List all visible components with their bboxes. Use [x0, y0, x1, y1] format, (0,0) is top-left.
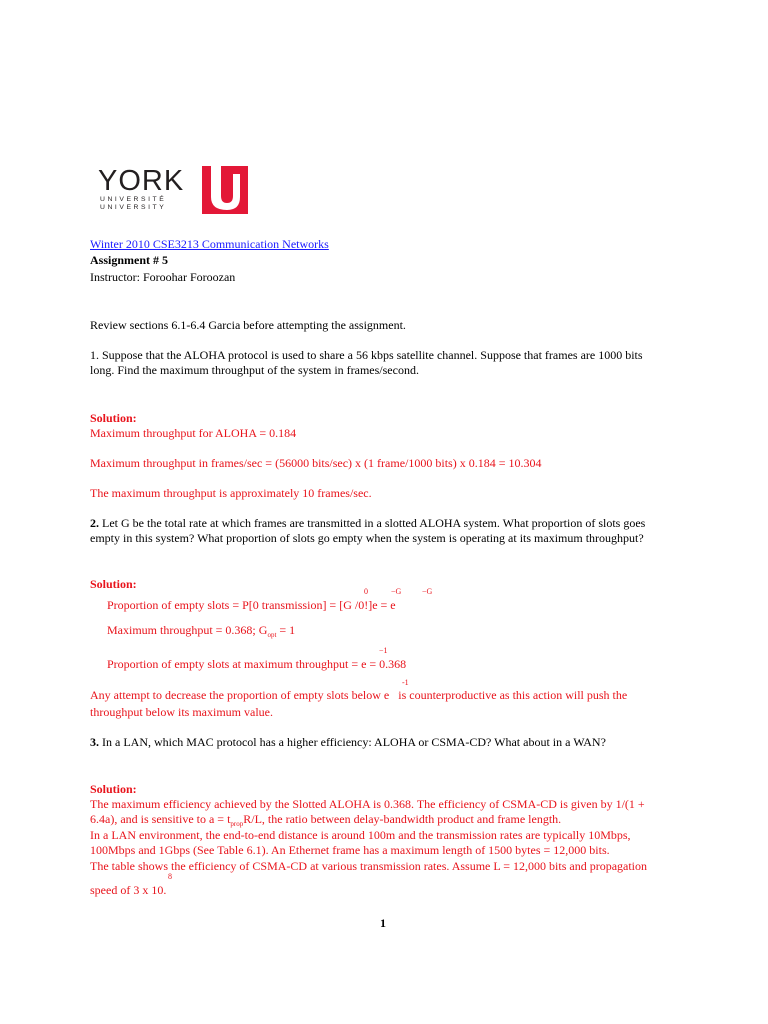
s3-line-6-text: speed of 3 x 10	[90, 883, 164, 897]
solution-3-line-1: The maximum efficiency achieved by the Slotted ALOHA is 0.368. The efficiency of CSMA-CD is given by 1/(1 +	[90, 797, 645, 811]
solution-2-paragraph-line-1	[90, 686, 627, 704]
instructor-line: Instructor: Foroohar Foroozan	[90, 270, 236, 284]
intro-text: Review sections 6.1-6.4 Garcia before attempting the assignment.	[90, 318, 406, 332]
question-2-text: Let G be the total rate at which frames are transmitted in a slotted ALOHA system. What proportion of slots goes	[99, 516, 646, 530]
solution-2-eq-3: Proportion of empty slots at maximum throughput = e = 0.368	[107, 657, 407, 671]
question-2-line-2: empty in this system? What proportion of slots go empty when the system is operating at its maximum throughput?	[90, 531, 644, 545]
eq-3-superscript: −1	[379, 646, 388, 655]
assignment-title: Assignment # 5	[90, 253, 169, 267]
s3-line-2-b: R/L, the ratio between delay-bandwidth product and frame length.	[243, 812, 562, 826]
eq-1-superscript-g2: −G	[422, 587, 433, 596]
solution-3-line-4: 100Mbps and 1Gbps (See Table 6.1). An Ethernet frame has a maximum length of 1500 bytes = 12,000 bits.	[90, 843, 610, 857]
question-1-line-1: 1. Suppose that the ALOHA protocol is used to share a 56 kbps satellite channel. Suppose that frames are 1000 bits	[90, 348, 643, 362]
solution-3-line-5: The table shows the efficiency of CSMA-CD at various transmission rates. Assume L = 12,000 bits and propagation	[90, 859, 648, 873]
solution-1-line-1: Maximum throughput for ALOHA = 0.184	[90, 426, 297, 440]
question-3-number: 3.	[90, 735, 99, 749]
solution-1-line-2: Maximum throughput in frames/sec = (56000 bits/sec) x (1 frame/1000 bits) x 0.184 = 10.304	[90, 456, 542, 470]
para-text-b: is counterproductive as this action will push the	[395, 688, 628, 702]
solution-1-heading: Solution:	[90, 411, 137, 425]
york-university-logo	[98, 166, 250, 216]
solution-1-line-3: The maximum throughput is approximately 10 frames/sec.	[90, 486, 372, 500]
logo-wordmark: YORK	[98, 165, 185, 197]
s3-line-6-superscript: 8	[168, 872, 172, 881]
question-2-number: 2.	[90, 516, 99, 530]
question-3-text: In a LAN, which MAC protocol has a higher efficiency: ALOHA or CSMA-CD? What about in a WAN?	[99, 735, 606, 749]
para-superscript: -1	[402, 678, 409, 687]
solution-3-line-6	[90, 881, 166, 899]
solution-2-eq-2	[107, 621, 295, 641]
solution-2-paragraph-line-2: throughput below its maximum value.	[90, 705, 273, 719]
solution-3-heading: Solution:	[90, 782, 137, 796]
s3-line-2-subscript: prop	[230, 820, 244, 828]
solution-2-eq-1: Proportion of empty slots = P[0 transmission] = [G /0!]e = e	[107, 598, 396, 612]
eq-1-superscript-zero: 0	[364, 587, 368, 596]
logo-university: UNIVERSITY	[100, 204, 167, 211]
para-text-a: Any attempt to decrease the proportion of empty slots below e	[90, 688, 390, 702]
eq-1-superscript-g1: −G	[391, 587, 402, 596]
eq-2-subscript: opt	[267, 631, 277, 639]
solution-3-line-3: In a LAN environment, the end-to-end distance is around 100m and the transmission rates are typically 10Mbps,	[90, 828, 631, 842]
solution-2-heading: Solution:	[90, 577, 137, 591]
logo-u-emblem-icon	[202, 166, 248, 214]
eq-2-tail: = 1	[276, 623, 296, 637]
s3-line-6-tail: .	[163, 883, 167, 897]
logo-universite: UNIVERSITÉ	[100, 196, 167, 203]
course-link[interactable]: Winter 2010 CSE3213 Communication Networks	[90, 237, 329, 251]
page-number: 1	[380, 916, 386, 930]
eq-2-text: Maximum throughput = 0.368; G	[107, 623, 268, 637]
s3-line-2-a: 6.4a), and is sensitive to a = t	[90, 812, 231, 826]
question-1-line-2: long. Find the maximum throughput of the system in frames/second.	[90, 363, 419, 377]
question-3	[90, 733, 606, 751]
